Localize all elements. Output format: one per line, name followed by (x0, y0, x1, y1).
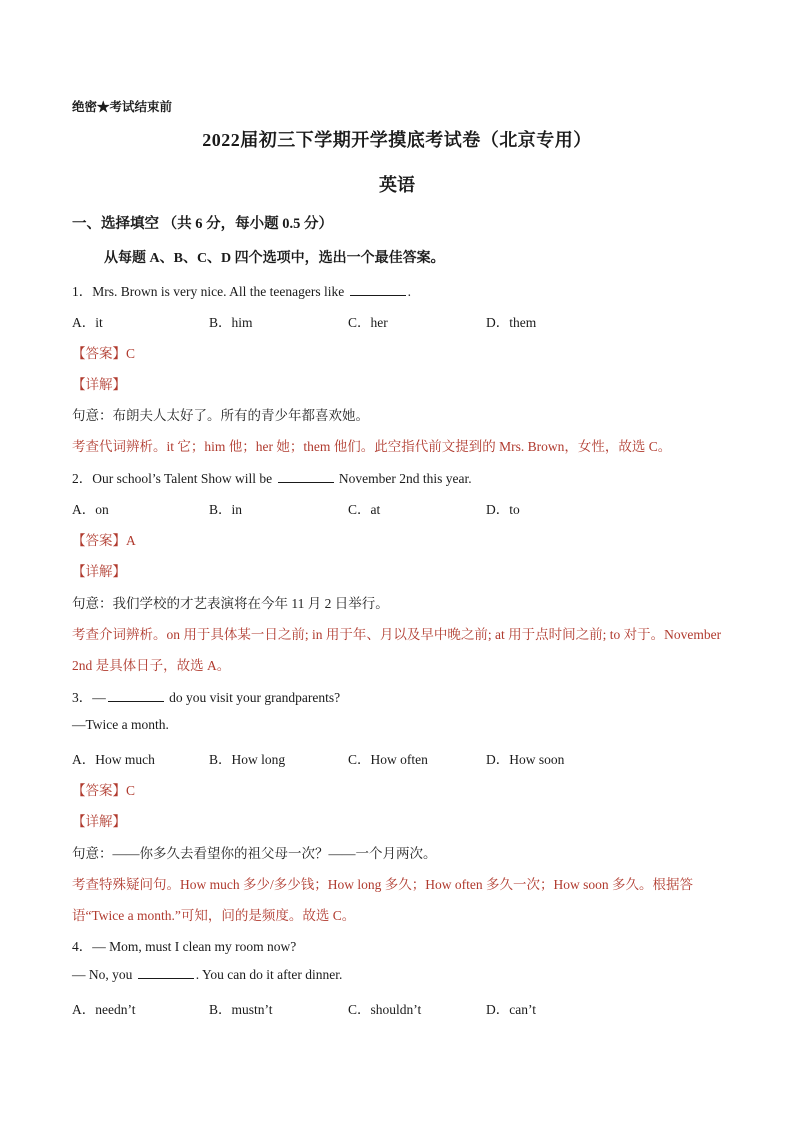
q3-stem-before: 3．— (72, 690, 106, 705)
question-2-stem (72, 467, 472, 487)
q1-explanation: 考查代词辨析。it 它；him 他；her 她；them 他们。此空指代前文提到的 Mrs. Brown，女性，故选 C。 (72, 439, 672, 454)
q1-blank (350, 283, 406, 296)
q3-stem-after: do you visit your grandparents? (169, 690, 341, 705)
q2-option-a: A．on (72, 502, 109, 517)
q4-option-d: D．can’t (486, 1002, 536, 1017)
q2-stem-before: 2．Our school’s Talent Show will be (72, 471, 273, 486)
q1-option-c: C．her (348, 315, 388, 330)
q2-option-b: B．in (209, 502, 243, 517)
q4-option-a: A．needn’t (72, 1002, 136, 1017)
q4-reply-after: . You can do it after dinner. (195, 967, 343, 982)
q1-option-d: D．them (486, 315, 537, 330)
q4-reply-before: — No, you (72, 967, 133, 982)
q1-option-b: B．him (209, 315, 253, 330)
q2-explanation-line2: 2nd 是具体日子，故选 A。 (72, 658, 231, 673)
q2-option-c: C．at (348, 502, 381, 517)
q2-blank (278, 470, 334, 483)
q2-translation: 句意：我们学校的才艺表演将在今年 11 月 2 日举行。 (72, 596, 389, 611)
q4-reply (72, 966, 342, 983)
question-4-stem: 4．— Mom, must I clean my room now? (72, 939, 297, 954)
q3-option-b: B．How long (209, 752, 286, 767)
q1-option-a: A．it (72, 315, 103, 330)
q3-reply: —Twice a month. (72, 717, 169, 732)
section-heading: 一、选择填空 （共 6 分，每小题 0.5 分） (72, 216, 333, 232)
q2-detail-label: 【详解】 (72, 564, 126, 579)
q1-answer: 【答案】C (72, 346, 136, 361)
q1-stem-before: 1．Mrs. Brown is very nice. All the teenagers like (72, 284, 345, 299)
q4-option-b: B．mustn’t (209, 1002, 273, 1017)
q4-blank (138, 966, 194, 979)
q3-explanation-line2: 语“Twice a month.”可知，问的是频度。故选 C。 (72, 908, 356, 923)
exam-title: 2022届初三下学期开学摸底考试卷（北京专用） (202, 130, 592, 150)
q3-explanation-line1: 考查特殊疑问句。How much 多少/多少钱；How long 多久；How often 多久一次；How soon 多久。根据答 (72, 877, 693, 892)
q3-translation: 句意：——你多久去看望你的祖父母一次？——一个月两次。 (72, 846, 437, 861)
q2-explanation-line1: 考查介词辨析。on 用于具体某一日之前; in 用于年、月以及早中晚之前; at 用于点时间之前; to 对于。November (72, 627, 722, 642)
q2-option-d: D．to (486, 502, 520, 517)
q4-option-c: C．shouldn’t (348, 1002, 422, 1017)
q1-translation: 句意：布朗夫人太好了。所有的青少年都喜欢她。 (72, 408, 369, 423)
q2-stem-after: November 2nd this year. (338, 471, 472, 486)
q3-option-d: D．How soon (486, 752, 565, 767)
subject-title: 英语 (379, 175, 415, 195)
q3-blank (108, 689, 164, 702)
q1-detail-label: 【详解】 (72, 377, 126, 392)
q3-option-a: A．How much (72, 752, 155, 767)
question-3-stem (72, 686, 340, 706)
q1-stem-after: . (407, 284, 411, 299)
q3-detail-label: 【详解】 (72, 814, 126, 829)
q3-answer: 【答案】C (72, 783, 136, 798)
q2-answer: 【答案】A (72, 533, 136, 548)
section-instruction: 从每题 A、B、C、D 四个选项中，选出一个最佳答案。 (104, 251, 445, 266)
question-1-stem (72, 280, 411, 300)
q3-option-c: C．How often (348, 752, 428, 767)
confidential-mark: 绝密★考试结束前 (72, 100, 173, 114)
